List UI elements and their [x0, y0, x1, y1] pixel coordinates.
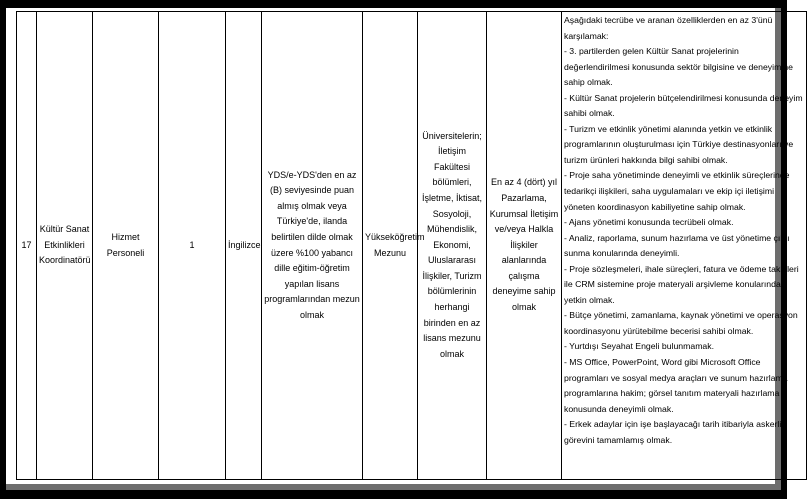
requirement-item: - Turizm ve etkinlik yönetimi alanında yetkin ve etkinlik programlarının oluşturulması için Türkiye destinasyonları ve turizm ürünleri hakkında bilgi sahibi olmak.: [564, 123, 794, 165]
requirement-item: - Kültür Sanat projelerin bütçelendirilmesi konusunda deneyim sahibi olmak.: [564, 92, 803, 119]
requirement-item: - MS Office, PowerPoint, Word gibi Microsoft Office programları ve sosyal medya araçları ve sunum hazırlama programlarına hakim; görsel tanıtım materyali hazırlama konusunda deneyimli olmak.: [564, 357, 788, 414]
page-shadow-bottom: [6, 484, 781, 490]
table-row: [17, 12, 807, 480]
position-title-cell: Kültür Sanat Etkinlikleri Koordinatörü: [37, 12, 93, 480]
language-cell: İngilizce: [226, 12, 262, 480]
requirement-item: - Analiz, raporlama, sunum hazırlama ve üst yönetime çıktı sunma konularında deneyimli.: [564, 232, 790, 259]
frame-bottom-border: [0, 490, 787, 499]
requirement-item: - Erkek adaylar için işe başlayacağı tarih itibariyla askerlik görevini tamamlamış olmak.: [564, 419, 786, 445]
departments-cell: Üniversitelerin; İletişim Fakültesi bölümleri, İşletme, İktisat, Sosyoloji, Mühendislik, Ekonomi, Uluslararası İlişkiler, Turizm bölümlerinin herhangi birinden en az lisans mezunu olmak: [418, 12, 487, 480]
position-count-cell: 1: [159, 12, 226, 480]
requirement-item: - 3. partilerden gelen Kültür Sanat projelerinin değerlendirilmesi konusunda sektör bilgisine ve deneyimine sahip olmak.: [564, 46, 793, 88]
requirement-item: - Bütçe yönetimi, zamanlama, kaynak yönetimi ve operasyon koordinasyonu yürütebilme becerisi sahibi olmak.: [564, 310, 798, 336]
education-level-cell: Yükseköğretim Mezunu: [363, 12, 418, 480]
language-requirement-cell: YDS/e-YDS'den en az (B) seviyesinde puan almış olmak veya Türkiye'de, ilanda belirtilen dilde olmak üzere %100 yabancı dille eğitim-öğretim yapılan lisans programlarından mezun olmak: [262, 12, 363, 480]
requirement-item: - Yurtdışı Seyahat Engeli bulunmamak.: [564, 341, 715, 352]
employment-type-cell: Hizmet Personeli: [93, 12, 159, 480]
row-number-cell: 17: [17, 12, 37, 480]
requirement-item: - Proje sözleşmeleri, ihale süreçleri, fatura ve ödeme takipleri ile CRM sistemine proje materyali arşivleme konularında yetkin olmak.: [564, 263, 799, 305]
job-listing-table: [16, 11, 807, 480]
experience-cell: En az 4 (dört) yıl Pazarlama, Kurumsal İletişim ve/veya Halkla İlişkiler alanlarında çalışma deneyime sahip olmak: [487, 12, 562, 480]
requirements-cell: [562, 12, 807, 480]
frame-top-border: [0, 0, 787, 8]
document-page: [6, 8, 803, 484]
requirement-intro: Aşağıdaki tecrübe ve aranan özelliklerden en az 3'ünü karşılamak:: [564, 15, 773, 41]
requirement-item: - Proje saha yönetiminde deneyimli ve etkinlik süreçlerinde tedarikçi ilişkileri, saha uygulamaları ve ekip içi iletişimi yöneten koordinasyon kabiliyetine sahip olmak.: [564, 170, 790, 212]
requirement-item: - Ajans yönetimi konusunda tecrübeli olmak.: [564, 217, 734, 228]
